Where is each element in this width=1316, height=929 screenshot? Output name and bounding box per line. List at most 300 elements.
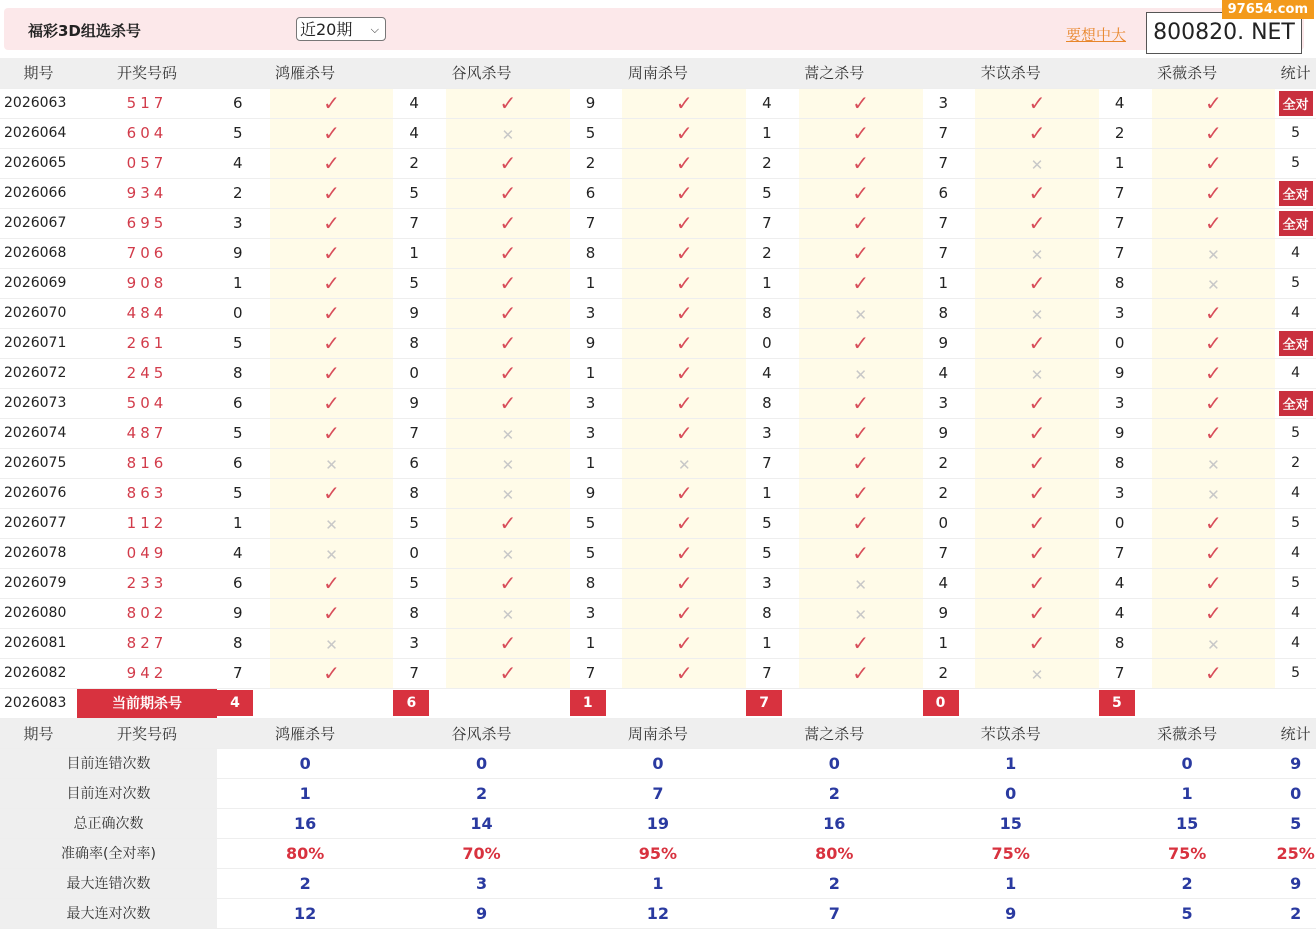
kill-number: 7 [1099, 538, 1152, 568]
winning-number: 057 [77, 148, 217, 178]
table-row [0, 178, 1316, 208]
kill-number: 5 [746, 538, 799, 568]
check-icon: ✓ [1205, 91, 1222, 115]
stats-total: 9 [1275, 748, 1316, 778]
stats-col-header-caiwei: 采薇杀号 [1099, 718, 1275, 748]
kill-number: 3 [570, 418, 623, 448]
kill-number: 5 [217, 118, 270, 148]
kill-number: 7 [393, 208, 446, 238]
kill-number: 3 [1099, 478, 1152, 508]
check-icon: ✓ [499, 211, 517, 235]
kill-number: 0 [1099, 508, 1152, 538]
stats-total: 9 [1275, 868, 1316, 898]
kill-number: 8 [393, 598, 446, 628]
kill-number: 9 [217, 598, 270, 628]
kill-number: 9 [570, 478, 623, 508]
cross-icon: ✕ [1030, 246, 1044, 264]
winning-number: 827 [77, 628, 217, 658]
kill-number: 6 [923, 178, 976, 208]
stats-value: 1 [217, 778, 393, 808]
check-icon: ✓ [1205, 211, 1222, 235]
kill-number: 4 [1099, 598, 1152, 628]
cross-icon: ✕ [325, 456, 338, 474]
period-cell: 2026082 [0, 658, 77, 688]
check-icon: ✓ [1205, 361, 1222, 385]
kill-number: 9 [923, 418, 976, 448]
kill-number: 8 [746, 298, 799, 328]
stat-cell: 5 [1275, 148, 1316, 178]
stat-cell: 4 [1275, 538, 1316, 568]
check-icon: ✓ [323, 91, 340, 115]
stats-value: 1 [570, 868, 746, 898]
stats-value: 9 [393, 898, 569, 928]
table-row [0, 88, 1316, 118]
check-icon: ✓ [675, 511, 693, 535]
all-correct-badge: 全对 [1279, 211, 1313, 236]
kill-number: 3 [570, 298, 623, 328]
winning-number: 695 [77, 208, 217, 238]
check-icon: ✓ [1205, 661, 1222, 685]
kill-number: 3 [393, 628, 446, 658]
check-icon: ✓ [675, 661, 693, 685]
kill-number: 8 [217, 628, 270, 658]
stats-col-header-haozhi: 蒿之杀号 [746, 718, 922, 748]
kill-number: 3 [923, 388, 976, 418]
current-period: 2026083 [0, 688, 77, 718]
kill-number: 9 [217, 238, 270, 268]
stats-value: 19 [570, 808, 746, 838]
cross-icon: ✕ [501, 486, 515, 504]
check-icon: ✓ [675, 301, 693, 325]
check-icon: ✓ [323, 601, 340, 625]
kill-number: 2 [217, 178, 270, 208]
check-icon: ✓ [499, 391, 517, 415]
winning-number: 802 [77, 598, 217, 628]
check-icon: ✓ [499, 151, 517, 175]
winning-number: 863 [77, 478, 217, 508]
stats-value: 3 [393, 868, 569, 898]
kill-number: 5 [393, 568, 446, 598]
table-row [0, 538, 1316, 568]
table-row [0, 628, 1316, 658]
kill-number: 9 [393, 298, 446, 328]
period-cell: 2026074 [0, 418, 77, 448]
cross-icon: ✕ [1030, 306, 1044, 324]
stat-cell: 5 [1275, 418, 1316, 448]
check-icon: ✓ [1028, 631, 1046, 655]
kill-number: 9 [570, 328, 623, 358]
check-icon: ✓ [323, 151, 340, 175]
check-icon: ✓ [1028, 91, 1046, 115]
check-icon: ✓ [499, 571, 517, 595]
winning-number: 245 [77, 358, 217, 388]
stats-value: 2 [746, 778, 922, 808]
cross-icon: ✕ [501, 456, 515, 474]
check-icon: ✓ [675, 361, 693, 385]
stats-value: 9 [923, 898, 1099, 928]
col-header-period: 期号 [0, 58, 77, 88]
check-icon: ✓ [1028, 571, 1046, 595]
kill-number: 4 [217, 538, 270, 568]
kill-number: 0 [393, 538, 446, 568]
check-icon: ✓ [852, 241, 870, 265]
kill-number: 7 [570, 658, 623, 688]
kill-number: 5 [217, 418, 270, 448]
check-icon: ✓ [1028, 481, 1046, 505]
cross-icon: ✕ [1030, 156, 1044, 174]
check-icon: ✓ [323, 361, 340, 385]
cross-icon: ✕ [1030, 666, 1044, 684]
table-row [0, 208, 1316, 238]
check-icon: ✓ [1205, 421, 1222, 445]
kill-number: 9 [923, 328, 976, 358]
stats-value: 75% [1099, 838, 1275, 868]
stats-value: 7 [570, 778, 746, 808]
stat-cell: 4 [1275, 598, 1316, 628]
kill-number-table [0, 58, 1316, 929]
kill-number: 6 [217, 448, 270, 478]
col-header-zhounan: 周南杀号 [570, 58, 746, 88]
kill-number: 1 [923, 268, 976, 298]
kill-number: 8 [570, 568, 623, 598]
period-cell: 2026066 [0, 178, 77, 208]
stats-value: 16 [217, 808, 393, 838]
period-cell: 2026080 [0, 598, 77, 628]
kill-number: 7 [746, 448, 799, 478]
kill-number: 1 [393, 238, 446, 268]
kill-number: 7 [923, 148, 976, 178]
kill-number: 6 [393, 448, 446, 478]
table-row [0, 118, 1316, 148]
kill-number: 1 [217, 268, 270, 298]
check-icon: ✓ [675, 91, 693, 115]
stats-value: 2 [746, 868, 922, 898]
check-icon: ✓ [1028, 121, 1046, 145]
kill-number: 7 [1099, 238, 1152, 268]
kill-number: 1 [746, 118, 799, 148]
period-cell: 2026078 [0, 538, 77, 568]
stats-col-header-zhounan: 周南杀号 [570, 718, 746, 748]
check-icon: ✓ [852, 271, 870, 295]
kill-number: 9 [1099, 358, 1152, 388]
check-icon: ✓ [852, 91, 870, 115]
col-header-gufeng: 谷风杀号 [393, 58, 569, 88]
stats-value: 0 [746, 748, 922, 778]
stats-value: 0 [570, 748, 746, 778]
kill-number: 4 [1099, 568, 1152, 598]
period-cell: 2026072 [0, 358, 77, 388]
cross-icon: ✕ [677, 456, 691, 474]
winning-number: 484 [77, 298, 217, 328]
check-icon: ✓ [1205, 301, 1222, 325]
winning-number: 504 [77, 388, 217, 418]
table-row [0, 508, 1316, 538]
kill-number: 6 [570, 178, 623, 208]
table-header-row [0, 58, 1316, 88]
cross-icon: ✕ [854, 306, 867, 324]
check-icon: ✓ [675, 241, 693, 265]
all-correct-badge: 全对 [1279, 331, 1313, 356]
current-period-row [0, 688, 1316, 718]
col-header-haozhi: 蒿之杀号 [746, 58, 922, 88]
check-icon: ✓ [852, 211, 870, 235]
table-row [0, 568, 1316, 598]
stats-value: 80% [217, 838, 393, 868]
kill-number: 5 [393, 178, 446, 208]
history-rows [0, 88, 1316, 688]
corner-badge: 97654.com [1222, 0, 1314, 19]
table-row [0, 238, 1316, 268]
check-icon: ✓ [675, 631, 693, 655]
kill-number: 8 [1099, 628, 1152, 658]
chevron-down-icon: ⌵ [370, 23, 379, 36]
check-icon: ✓ [499, 661, 517, 685]
kill-number: 2 [1099, 118, 1152, 148]
stat-cell: 5 [1275, 118, 1316, 148]
stats-label: 目前连对次数 [0, 778, 217, 808]
main-link[interactable]: 要想中大 [1066, 26, 1127, 44]
cross-icon: ✕ [325, 516, 338, 534]
winning-number: 816 [77, 448, 217, 478]
kill-number: 7 [1099, 178, 1152, 208]
cross-icon: ✕ [1207, 486, 1220, 504]
stats-value: 12 [217, 898, 393, 928]
kill-number: 3 [570, 598, 623, 628]
check-icon: ✓ [323, 481, 340, 505]
col-header-stat: 统计 [1275, 58, 1316, 88]
check-icon: ✓ [499, 181, 517, 205]
winning-number: 706 [77, 238, 217, 268]
current-kill-fuyi: 0 [923, 690, 959, 716]
check-icon: ✓ [323, 661, 340, 685]
stats-value: 12 [570, 898, 746, 928]
check-icon: ✓ [1205, 121, 1222, 145]
kill-number: 3 [923, 88, 976, 118]
check-icon: ✓ [1205, 601, 1222, 625]
stat-cell: 4 [1275, 628, 1316, 658]
stats-value: 0 [393, 748, 569, 778]
kill-number: 0 [746, 328, 799, 358]
stats-value: 0 [217, 748, 393, 778]
check-icon: ✓ [499, 361, 517, 385]
period-cell: 2026064 [0, 118, 77, 148]
winning-number: 934 [77, 178, 217, 208]
kill-number: 5 [217, 328, 270, 358]
kill-number: 9 [923, 598, 976, 628]
check-icon: ✓ [1205, 541, 1222, 565]
check-icon: ✓ [852, 481, 870, 505]
cross-icon: ✕ [1207, 636, 1220, 654]
check-icon: ✓ [1028, 391, 1046, 415]
kill-number: 8 [923, 298, 976, 328]
stats-col-header-period: 期号 [0, 718, 77, 748]
check-icon: ✓ [852, 451, 870, 475]
kill-number: 7 [393, 658, 446, 688]
kill-number: 1 [1099, 148, 1152, 178]
check-icon: ✓ [675, 151, 693, 175]
cross-icon: ✕ [501, 546, 515, 564]
check-icon: ✓ [852, 391, 870, 415]
check-icon: ✓ [1205, 391, 1222, 415]
check-icon: ✓ [323, 571, 340, 595]
check-icon: ✓ [323, 331, 340, 355]
stat-cell: 2 [1275, 448, 1316, 478]
kill-number: 4 [393, 88, 446, 118]
winning-number: 604 [77, 118, 217, 148]
stats-total: 0 [1275, 778, 1316, 808]
check-icon: ✓ [1205, 151, 1222, 175]
stat-cell: 5 [1275, 508, 1316, 538]
check-icon: ✓ [499, 91, 517, 115]
kill-number: 2 [923, 478, 976, 508]
current-kill-caiwei: 5 [1099, 690, 1135, 716]
period-cell: 2026063 [0, 88, 77, 118]
kill-number: 0 [923, 508, 976, 538]
stat-cell: 4 [1275, 298, 1316, 328]
stats-total: 2 [1275, 898, 1316, 928]
check-icon: ✓ [1205, 181, 1222, 205]
kill-number: 9 [1099, 418, 1152, 448]
kill-number: 4 [393, 118, 446, 148]
check-icon: ✓ [323, 241, 340, 265]
kill-number: 6 [217, 388, 270, 418]
check-icon: ✓ [1028, 451, 1046, 475]
winning-number: 908 [77, 268, 217, 298]
check-icon: ✓ [675, 181, 693, 205]
stats-value: 15 [923, 808, 1099, 838]
top-bar [0, 0, 1316, 56]
check-icon: ✓ [852, 421, 870, 445]
stats-total: 25% [1275, 838, 1316, 868]
stats-col-header-fuyi: 芣苡杀号 [923, 718, 1099, 748]
kill-number: 6 [217, 88, 270, 118]
table-row [0, 598, 1316, 628]
kill-number: 3 [217, 208, 270, 238]
stat-cell: 5 [1275, 268, 1316, 298]
check-icon: ✓ [1205, 511, 1222, 535]
col-header-hongyan: 鸿雁杀号 [217, 58, 393, 88]
table-row [0, 478, 1316, 508]
stats-value: 15 [1099, 808, 1275, 838]
current-kill-hongyan: 4 [217, 690, 253, 716]
winning-number: 049 [77, 538, 217, 568]
kill-number: 8 [393, 328, 446, 358]
winning-number: 942 [77, 658, 217, 688]
table-row [0, 328, 1316, 358]
winning-number: 487 [77, 418, 217, 448]
kill-number: 2 [570, 148, 623, 178]
stats-value: 70% [393, 838, 569, 868]
check-icon: ✓ [499, 271, 517, 295]
check-icon: ✓ [499, 631, 517, 655]
watermark-logo: 800820. NET [1146, 12, 1302, 54]
check-icon: ✓ [1028, 421, 1046, 445]
cross-icon: ✕ [1030, 366, 1044, 384]
stats-row [0, 748, 1316, 778]
winning-number: 517 [77, 88, 217, 118]
kill-number: 8 [1099, 448, 1152, 478]
table-row [0, 358, 1316, 388]
check-icon: ✓ [675, 421, 693, 445]
period-select[interactable] [296, 17, 386, 41]
check-icon: ✓ [1028, 331, 1046, 355]
check-icon: ✓ [1028, 211, 1046, 235]
check-icon: ✓ [1205, 571, 1222, 595]
kill-number: 7 [746, 658, 799, 688]
kill-number: 7 [923, 238, 976, 268]
kill-number: 3 [1099, 388, 1152, 418]
kill-number: 4 [746, 358, 799, 388]
check-icon: ✓ [675, 481, 693, 505]
col-header-fuyi: 芣苡杀号 [923, 58, 1099, 88]
stats-label: 目前连错次数 [0, 748, 217, 778]
period-cell: 2026070 [0, 298, 77, 328]
stat-cell: 5 [1275, 658, 1316, 688]
current-kill-zhounan: 1 [570, 690, 606, 716]
stats-value: 16 [746, 808, 922, 838]
check-icon: ✓ [323, 271, 340, 295]
kill-number: 7 [923, 118, 976, 148]
stat-cell: 4 [1275, 478, 1316, 508]
kill-number: 8 [746, 598, 799, 628]
kill-number: 5 [746, 178, 799, 208]
kill-number: 0 [393, 358, 446, 388]
table-row [0, 418, 1316, 448]
table-row [0, 388, 1316, 418]
stats-value: 1 [923, 868, 1099, 898]
kill-number: 7 [217, 658, 270, 688]
stat-cell: 4 [1275, 238, 1316, 268]
kill-number: 3 [1099, 298, 1152, 328]
kill-number: 0 [1099, 328, 1152, 358]
check-icon: ✓ [1028, 601, 1046, 625]
check-icon: ✓ [852, 661, 870, 685]
all-correct-badge: 全对 [1279, 391, 1313, 416]
stats-header-row [0, 718, 1316, 748]
kill-number: 5 [393, 508, 446, 538]
kill-number: 2 [393, 148, 446, 178]
period-cell: 2026069 [0, 268, 77, 298]
check-icon: ✓ [675, 571, 693, 595]
check-icon: ✓ [675, 331, 693, 355]
check-icon: ✓ [323, 181, 340, 205]
period-cell: 2026081 [0, 628, 77, 658]
kill-number: 3 [746, 418, 799, 448]
check-icon: ✓ [675, 601, 693, 625]
stats-row [0, 778, 1316, 808]
kill-number: 3 [570, 388, 623, 418]
kill-number: 6 [217, 568, 270, 598]
kill-number: 1 [746, 628, 799, 658]
kill-number: 1 [746, 268, 799, 298]
check-icon: ✓ [323, 391, 340, 415]
cross-icon: ✕ [1207, 456, 1220, 474]
stats-value: 0 [1099, 748, 1275, 778]
check-icon: ✓ [499, 241, 517, 265]
check-icon: ✓ [675, 271, 693, 295]
check-icon: ✓ [852, 331, 870, 355]
kill-number: 5 [570, 508, 623, 538]
kill-number: 4 [1099, 88, 1152, 118]
stats-row [0, 808, 1316, 838]
stats-label: 最大连错次数 [0, 868, 217, 898]
kill-number: 4 [217, 148, 270, 178]
check-icon: ✓ [1028, 541, 1046, 565]
cross-icon: ✕ [1207, 276, 1220, 294]
kill-number: 8 [570, 238, 623, 268]
check-icon: ✓ [852, 181, 870, 205]
stat-cell: 5 [1275, 568, 1316, 598]
